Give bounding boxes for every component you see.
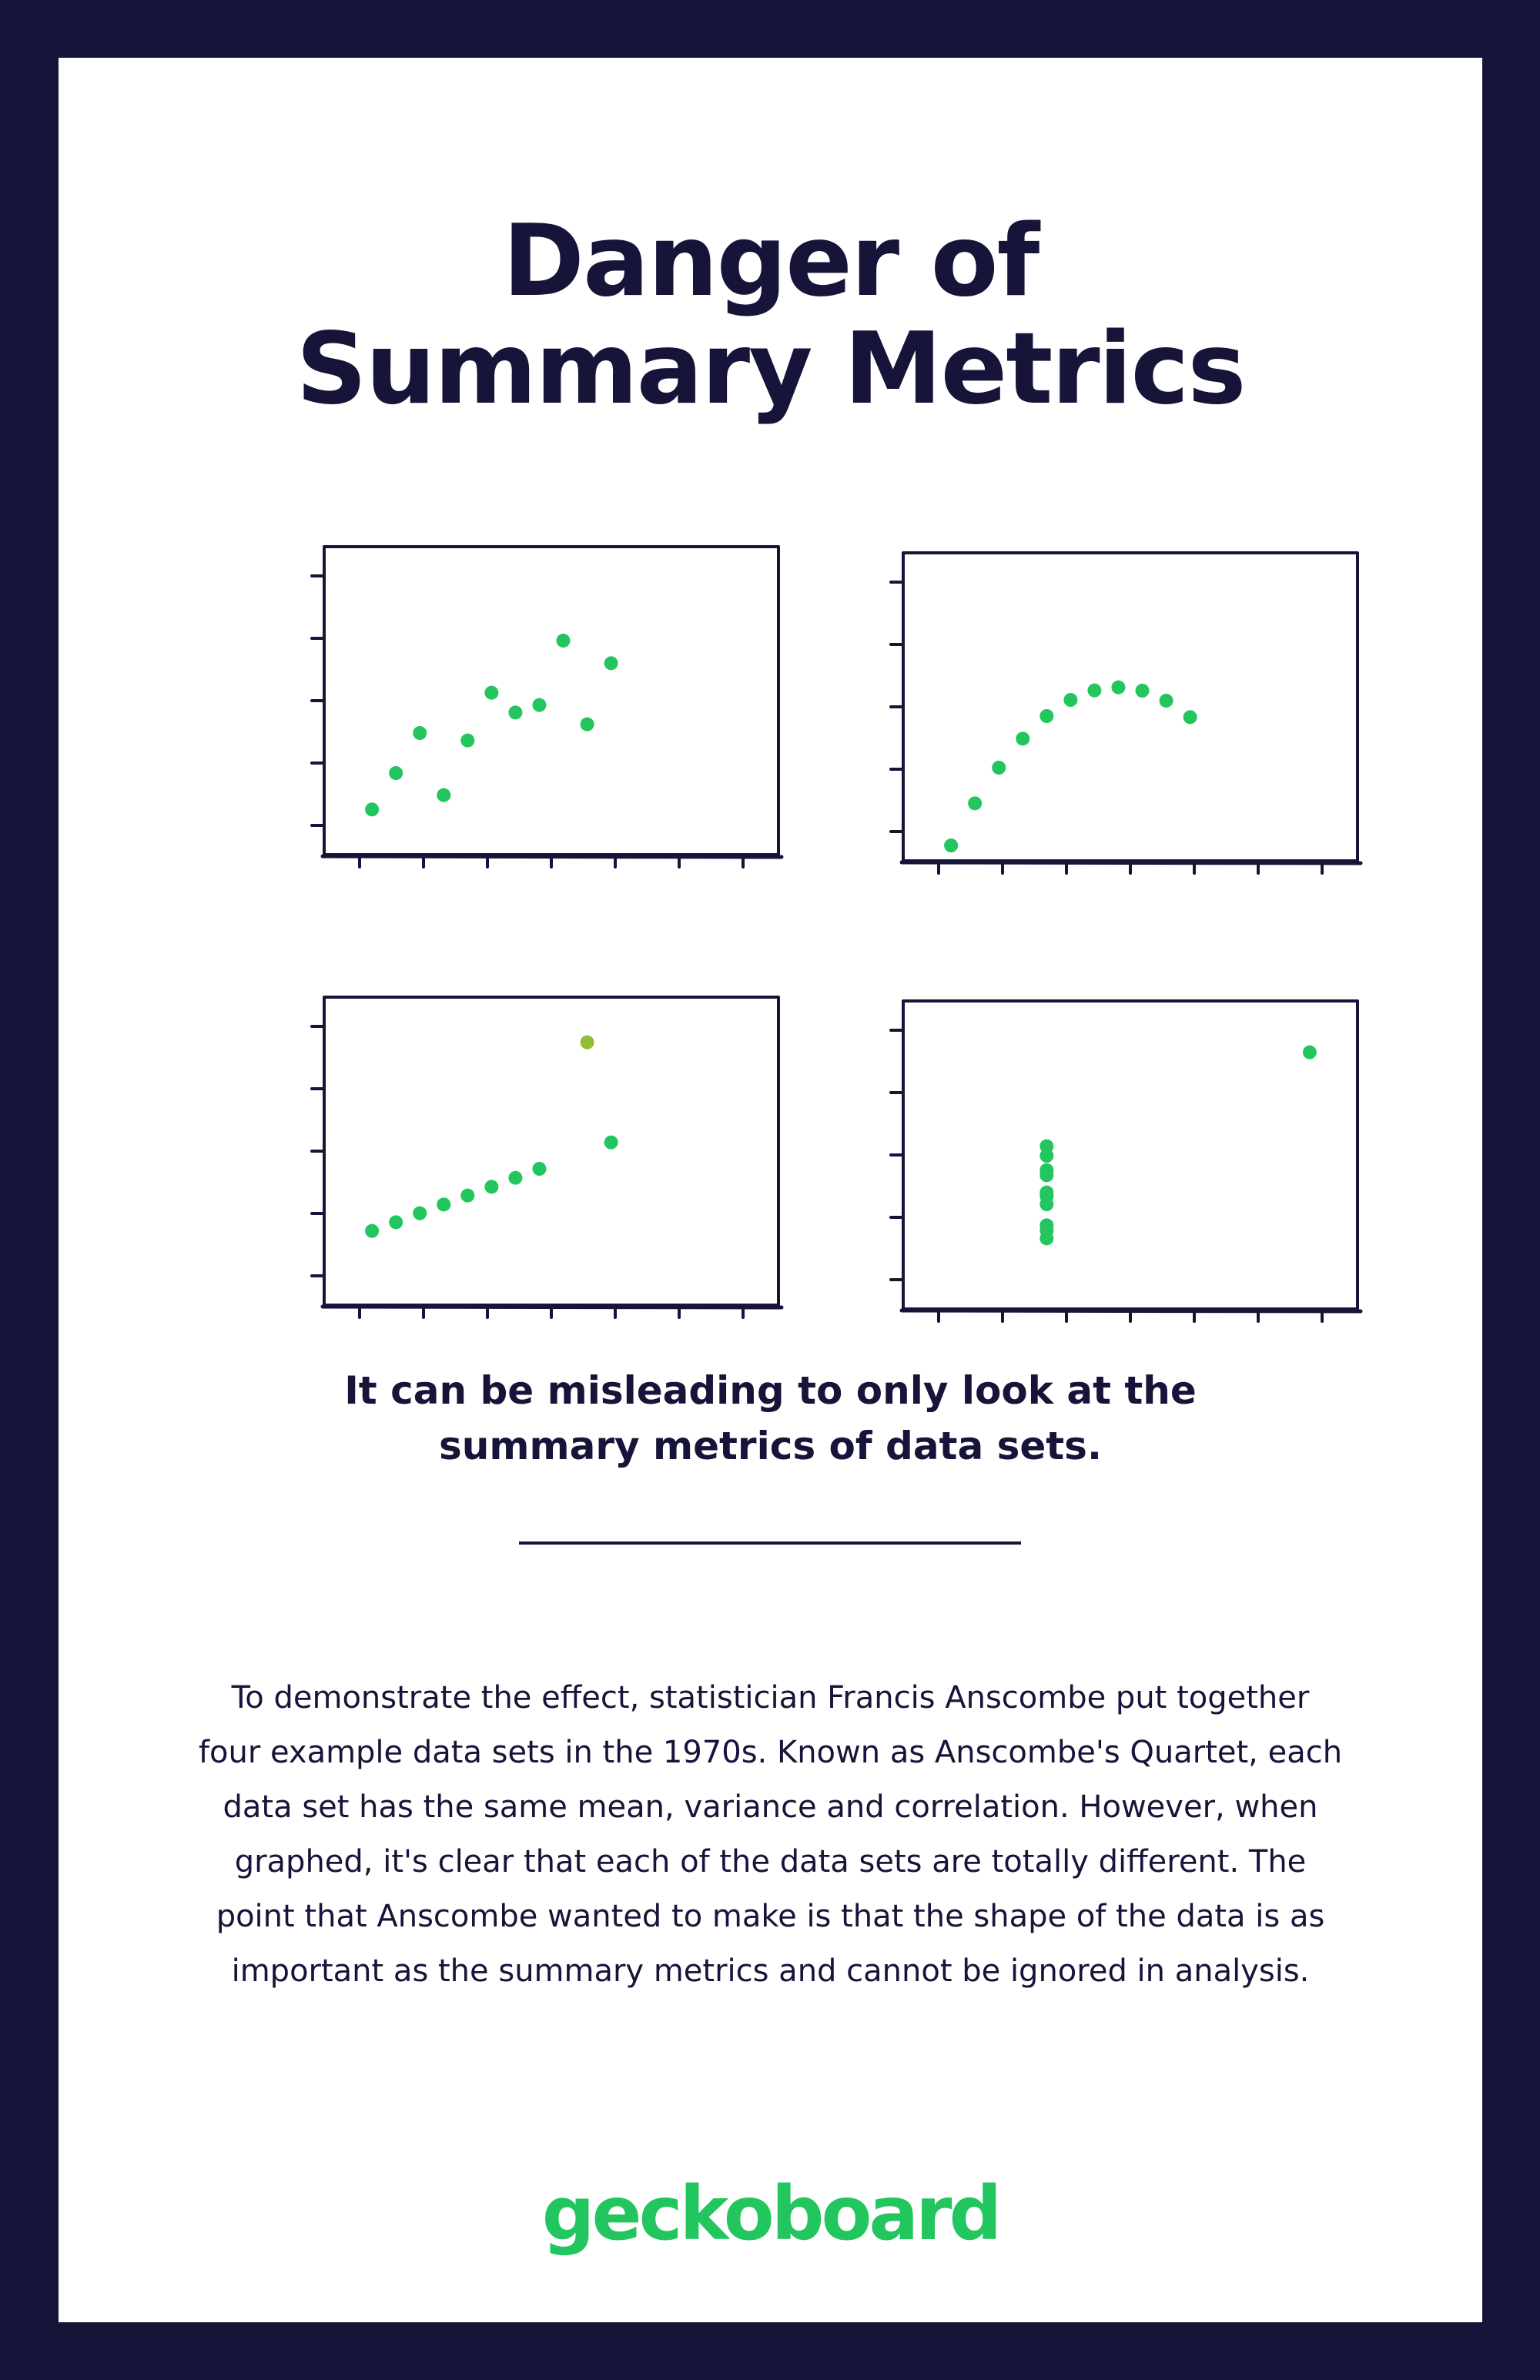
data-point <box>1111 681 1125 695</box>
data-point <box>437 788 450 802</box>
body-line: important as the summary metrics and cannot be ignored in analysis. <box>231 1953 1310 1989</box>
data-point <box>1040 1140 1053 1153</box>
data-point <box>581 1036 594 1049</box>
poster-card <box>59 58 1482 2322</box>
plot-frame <box>903 553 1358 861</box>
body-line: data set has the same mean, variance and correlation. However, when <box>223 1789 1318 1825</box>
data-point <box>1040 1186 1053 1200</box>
body-line: four example data sets in the 1970s. Known as Anscombe's Quartet, each <box>198 1735 1343 1770</box>
data-point <box>484 1180 498 1193</box>
data-point <box>460 734 474 748</box>
data-point <box>508 1171 522 1185</box>
subtitle-line-1: It can be misleading to only look at the <box>344 1368 1197 1413</box>
scatter-plot-1 <box>239 485 794 878</box>
data-point <box>484 686 498 700</box>
data-point <box>1303 1046 1317 1059</box>
data-point <box>1183 710 1197 724</box>
plot-frame <box>903 1001 1358 1309</box>
data-point <box>968 796 982 810</box>
data-point <box>1040 1163 1053 1177</box>
data-point <box>365 1224 379 1238</box>
plot-frame <box>324 997 778 1305</box>
data-point <box>460 1189 474 1203</box>
data-point <box>1087 684 1101 698</box>
plot-frame <box>324 547 778 855</box>
body-line: To demonstrate the effect, statistician Francis Anscombe put together <box>231 1680 1310 1716</box>
data-point <box>992 761 1006 775</box>
scatter-plot-2 <box>819 491 1373 884</box>
geckoboard-logo: geckoboard <box>541 2171 999 2257</box>
data-point <box>581 718 594 731</box>
scatter-plot-4 <box>819 939 1373 1332</box>
data-point <box>557 634 571 648</box>
data-point <box>1040 709 1053 723</box>
data-point <box>604 656 618 670</box>
data-point <box>508 705 522 719</box>
page-title <box>59 204 1482 427</box>
body-text <box>151 1671 1390 1999</box>
data-point <box>944 839 958 852</box>
data-point <box>389 766 403 780</box>
body-line: graphed, it's clear that each of the data sets are totally different. The <box>234 1844 1307 1880</box>
data-point <box>413 1207 427 1220</box>
body-line: point that Anscombe wanted to make is that the shape of the data is as <box>216 1899 1325 1934</box>
subtitle-line-2: summary metrics of data sets. <box>439 1424 1102 1468</box>
data-point <box>1136 684 1150 698</box>
data-point <box>532 698 546 712</box>
data-point <box>413 726 427 740</box>
data-point <box>532 1162 546 1176</box>
title-line-1: Danger of <box>502 204 1039 319</box>
data-point <box>389 1215 403 1229</box>
subtitle <box>59 1363 1482 1474</box>
data-point <box>437 1197 450 1211</box>
divider <box>519 1541 1021 1545</box>
data-point <box>1040 1218 1053 1232</box>
data-point <box>1016 731 1029 745</box>
data-point <box>604 1136 618 1150</box>
scatter-plot-3 <box>239 936 794 1328</box>
data-point <box>365 802 379 816</box>
data-point <box>1063 693 1077 707</box>
data-point <box>1160 694 1173 708</box>
title-line-2: Summary Metrics <box>296 312 1245 427</box>
